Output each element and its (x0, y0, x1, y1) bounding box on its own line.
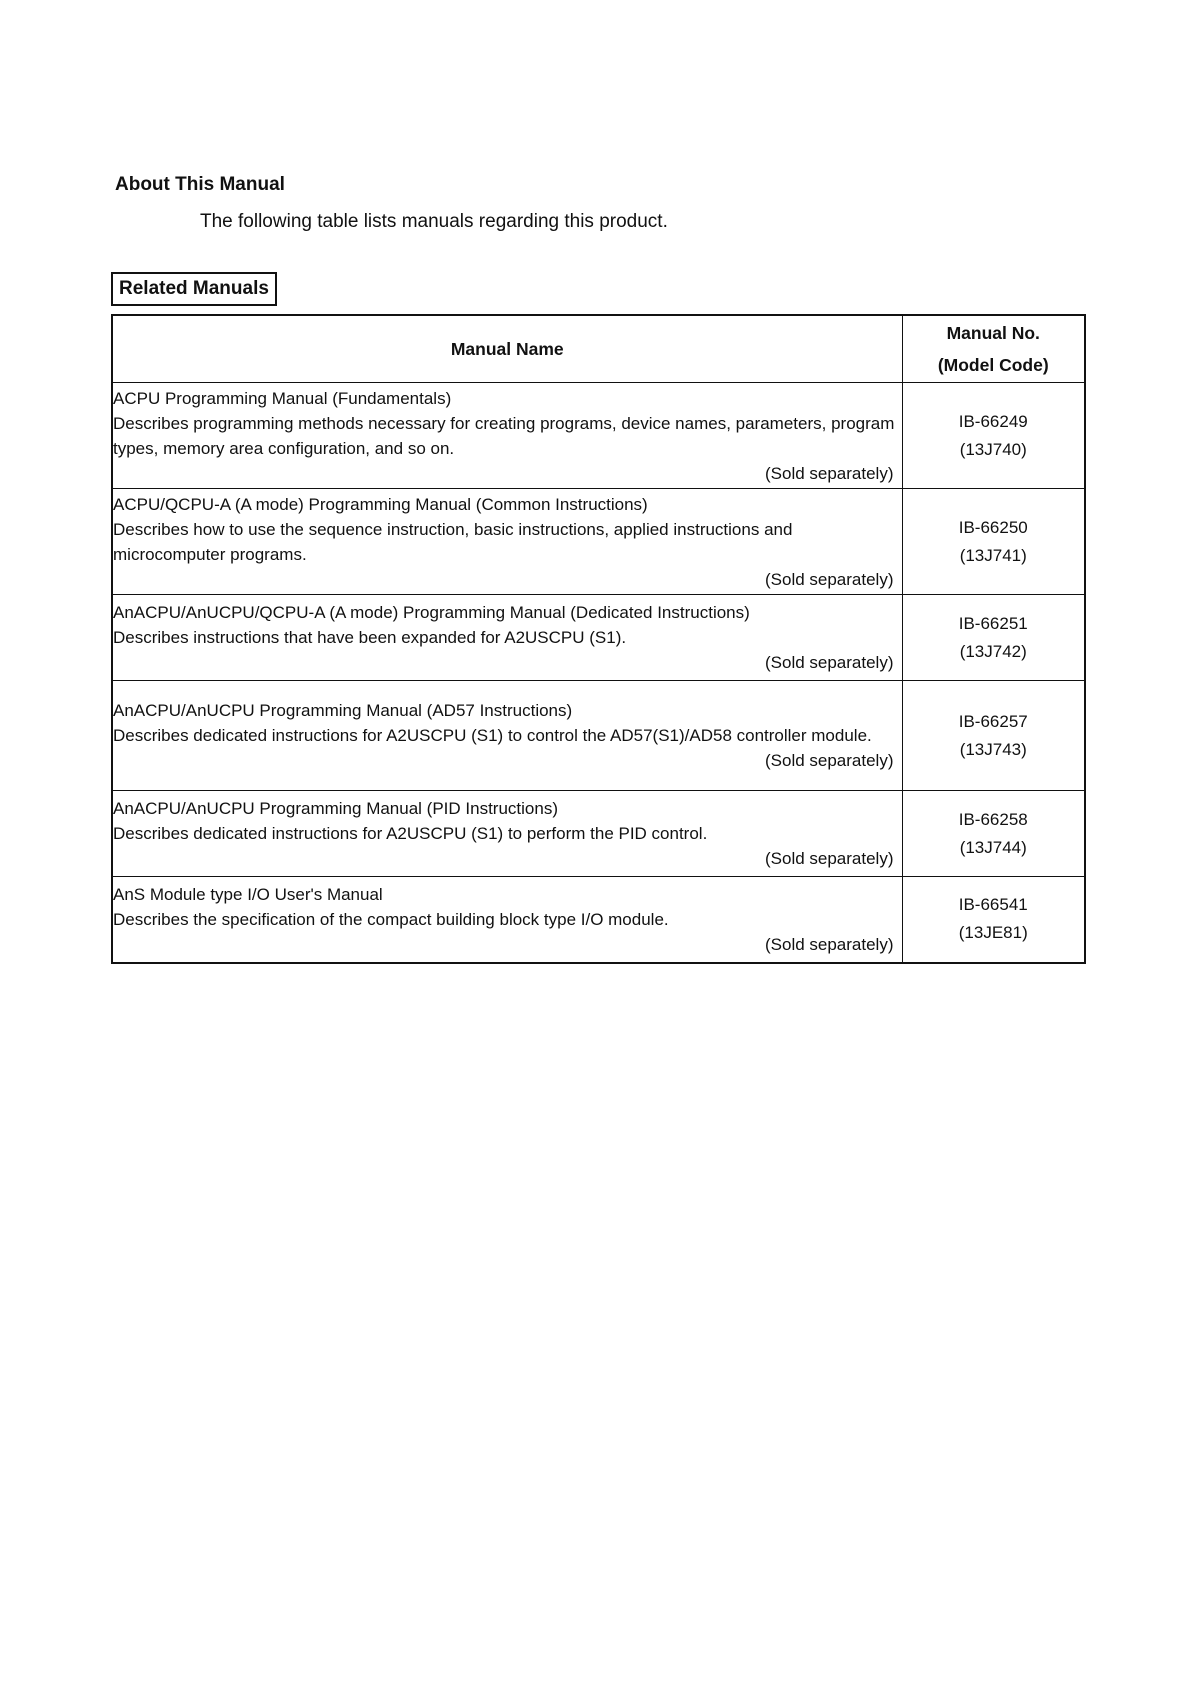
table-header-row (112, 315, 1085, 383)
manual-number-cell (902, 383, 1085, 489)
manual-description: Describes programming methods necessary for creating programs, device names, parameters, program types, memory area configuration, and so on. (113, 413, 895, 458)
manual-description: Describes instructions that have been expanded for A2USCPU (S1). (113, 628, 627, 647)
model-code: (13J740) (959, 439, 1027, 459)
manual-name-cell (112, 877, 902, 963)
model-code: (13J744) (959, 837, 1027, 857)
manual-number-cell (902, 877, 1085, 963)
sold-separately-note: (Sold separately) (764, 569, 894, 589)
manual-number-cell (902, 595, 1085, 681)
manual-number-cell (902, 489, 1085, 595)
manual-number-cell (902, 681, 1085, 791)
manual-description: Describes the specification of the compact building block type I/O module. (113, 909, 669, 929)
table-row (112, 383, 1085, 489)
manual-description: Describes how to use the sequence instruction, basic instructions, applied instructions and microcomputer programs. (113, 519, 793, 564)
manual-number: IB-66249 (958, 411, 1028, 431)
related-manuals-label: Related Manuals (111, 272, 277, 306)
model-code: (13J743) (959, 739, 1027, 759)
header-manual-no-line1: Manual No. (946, 323, 1040, 343)
table-row (112, 877, 1085, 963)
related-manuals-table (111, 314, 1086, 964)
manual-title: AnS Module type I/O User's Manual (113, 884, 383, 904)
manual-number: IB-66250 (958, 517, 1028, 537)
manual-name-cell (112, 489, 902, 595)
manual-number: IB-66258 (958, 809, 1028, 829)
table-row (112, 595, 1085, 681)
table-row (112, 681, 1085, 791)
manual-name-cell (112, 681, 902, 791)
model-code: (13J741) (959, 545, 1027, 565)
model-code: (13J742) (959, 641, 1027, 661)
intro-text: The following table lists manuals regarding this product. (200, 211, 668, 232)
sold-separately-note: (Sold separately) (764, 653, 894, 672)
table-row (112, 791, 1085, 877)
header-manual-no-line2: (Model Code) (937, 355, 1049, 375)
header-manual-no (902, 315, 1085, 383)
sold-separately-note: (Sold separately) (764, 934, 894, 954)
manual-name-cell (112, 383, 902, 489)
manual-title: AnACPU/AnUCPU Programming Manual (AD57 Instructions) (113, 701, 573, 720)
manual-title: ACPU Programming Manual (Fundamentals) (113, 388, 452, 408)
manual-number: IB-66257 (958, 711, 1028, 731)
header-manual-name: Manual Name (112, 315, 902, 383)
table-row (112, 489, 1085, 595)
manual-title: ACPU/QCPU-A (A mode) Programming Manual (Common Instructions) (113, 494, 648, 514)
sold-separately-note: (Sold separately) (764, 463, 894, 483)
manual-title: AnACPU/AnUCPU/QCPU-A (A mode) Programming Manual (Dedicated Instructions) (113, 603, 750, 622)
manual-number-cell (902, 791, 1085, 877)
manual-name-cell (112, 791, 902, 877)
model-code: (13JE81) (958, 923, 1028, 943)
manual-title: AnACPU/AnUCPU Programming Manual (PID Instructions) (113, 799, 558, 818)
manual-description: Describes dedicated instructions for A2USCPU (S1) to control the AD57(S1)/AD58 controller module. (113, 726, 872, 745)
manual-number: IB-66541 (958, 895, 1028, 915)
manual-name-cell (112, 595, 902, 681)
manual-number: IB-66251 (958, 613, 1028, 633)
sold-separately-note: (Sold separately) (764, 751, 894, 770)
sold-separately-note: (Sold separately) (764, 849, 894, 868)
manual-description: Describes dedicated instructions for A2USCPU (S1) to perform the PID control. (113, 824, 708, 843)
section-heading: About This Manual (115, 174, 285, 195)
